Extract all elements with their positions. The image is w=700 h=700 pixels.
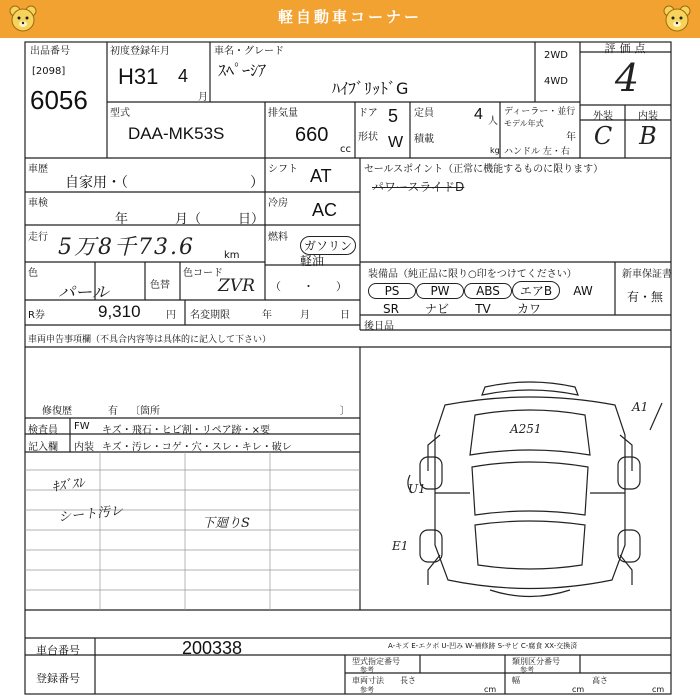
recycle-label: R券 (28, 310, 45, 321)
history-label: 車歴 (28, 164, 48, 175)
repair-close: 〕 (340, 406, 350, 417)
shape-value: W (388, 134, 404, 151)
model-year-label: モデル年式 (504, 119, 544, 128)
inspection-year: 年 (115, 212, 129, 227)
name-change-year: 年 (262, 310, 272, 321)
equipment-item: SR (383, 302, 399, 316)
inspection-day: 日） (238, 212, 265, 227)
equipment-item: ナビ (424, 302, 449, 316)
name-change-label: 名変期限 (190, 310, 230, 321)
size-ref: 参考 (360, 686, 374, 694)
repair-label: 修復歴 (42, 406, 72, 417)
size-width: 幅 (512, 676, 520, 685)
color-label: 色 (28, 268, 38, 279)
recycle-value: 9,310 (98, 302, 141, 321)
name-change-month: 月 (300, 310, 310, 321)
guarantee-label: 新車保証書 (622, 269, 672, 280)
report-label: 車両申告事項欄（不具合内容等は具体的に記入して下さい） (28, 335, 272, 345)
equipment-item: PW (416, 283, 464, 299)
color-swap-label: 色替 (150, 280, 170, 291)
recycle-unit: 円 (166, 310, 176, 321)
reg-month-unit: 月 (198, 92, 208, 103)
history-close: ） (250, 175, 264, 191)
sales-point-label: セールスポイント（正常に機能するものに限ります） (364, 164, 604, 175)
registration-label: 登録番号 (36, 672, 80, 685)
handle-label: ハンドル 左・右 (504, 147, 570, 157)
door-label: ドア (358, 108, 378, 119)
inspector-entry-label: 記入欄 (28, 442, 58, 453)
type-value: DAA-MK53S (128, 124, 225, 143)
car-name: ｽﾍﾟｰｼｱ (218, 61, 267, 80)
equipment-row-2 (368, 298, 613, 317)
ac-label: 冷房 (268, 198, 288, 209)
displacement-label: 排気量 (268, 108, 298, 119)
fuel-label: 燃料 (268, 232, 288, 243)
load-label: 積載 (414, 134, 434, 145)
type-label: 型式 (110, 108, 130, 119)
interior-grade: B (639, 122, 657, 150)
lot-sub: [2098] (32, 66, 66, 77)
drive-2wd: 2WD (544, 50, 568, 61)
reg-label: 初度登録年月 (110, 46, 170, 57)
header-title: 軽自動車コーナー (277, 8, 422, 26)
damage-mark-a1: A1 (632, 400, 649, 414)
seat-value: 4 (474, 106, 483, 123)
shape-label: 形状 (358, 132, 378, 143)
size-height: 高さ (592, 676, 608, 685)
year-unit: 年 (566, 132, 576, 143)
interior-label: 内装 (638, 111, 658, 122)
repair-value: 有 (108, 406, 118, 417)
seat-label: 定員 (414, 108, 434, 119)
inspection-label: 車検 (28, 198, 48, 209)
mileage-value: 5万8千73.6 (58, 235, 195, 260)
size-width-unit: cm (572, 685, 585, 694)
eval-label: 評価点 (604, 42, 650, 55)
note-underbody: 下廻りS (202, 516, 250, 531)
displacement-unit: cc (340, 144, 351, 155)
cert-label: 型式指定番号 (352, 657, 400, 666)
equipment-row-1 (368, 280, 613, 300)
interior-check-items: キズ・汚レ・コゲ・穴・スレ・キレ・破レ (102, 442, 292, 453)
mileage-label: 走行 (28, 232, 48, 243)
history-value: 自家用・（ (65, 175, 128, 191)
class-ref: 参考 (520, 666, 534, 674)
note-seat-stain: シート汚レ (57, 503, 124, 526)
equipment-item: PS (368, 283, 416, 299)
damage-mark-a251: A251 (510, 422, 542, 436)
size-label: 車両寸法 (352, 676, 384, 685)
car-label: 車名・グレード (214, 46, 284, 57)
guarantee-value: 有・無 (627, 290, 664, 304)
name-change-day: 日 (340, 310, 350, 321)
fw-items: キズ・飛石・ヒビ割・リペア跡・×要 (102, 425, 270, 436)
damage-mark-e1: E1 (392, 539, 409, 553)
shift-value: AT (310, 166, 332, 186)
dealer-label: ディーラー・並行 (504, 107, 576, 117)
lot-label: 出品番号 (30, 46, 70, 57)
ac-value: AC (312, 200, 338, 220)
eval-value: 4 (614, 56, 640, 100)
size-length: 長さ (400, 676, 416, 685)
exterior-label: 外装 (593, 111, 613, 122)
inspector-label: 検査員 (28, 425, 58, 436)
class-label: 類別区分番号 (512, 657, 560, 666)
damage-legend: A-キズ E-エクボ U-凹み W-補修跡 S-サビ C-腐食 XX-交換済 (388, 642, 578, 650)
size-length-unit: cm (484, 685, 497, 694)
lot-number: 6056 (30, 85, 88, 115)
interior-check-label: 内装 (74, 442, 94, 453)
load-unit: kg (490, 146, 500, 155)
inspection-month: 月（ (175, 212, 202, 227)
equipment-label: 装備品（純正品に限り○印をつけてください） (368, 269, 577, 280)
equipment-item: TV (475, 302, 491, 316)
equipment-item: ABS (464, 283, 512, 299)
exterior-grade: C (593, 122, 613, 150)
color-code-value: ZVR (218, 276, 255, 296)
door-value: 5 (388, 106, 399, 126)
car-grade: ﾊｲﾌﾞﾘｯﾄﾞG (332, 79, 409, 98)
equipment-item: カワ (516, 302, 541, 316)
color-value: パール (58, 283, 109, 303)
note-scratch: ｷｽﾞｽﾚ (51, 475, 86, 496)
chassis-label: 車台番号 (36, 644, 80, 657)
drive-4wd: 4WD (544, 76, 568, 87)
fuel-gas: ガソリン (300, 236, 356, 255)
reg-month: 4 (178, 66, 189, 86)
sales-point-note: パワースライドD (372, 180, 465, 194)
cert-ref: 参考 (360, 666, 374, 674)
repair-place: 〔箇所 (130, 406, 160, 417)
after-items-label: 後日品 (364, 321, 394, 332)
displacement-value: 660 (295, 124, 329, 146)
seat-unit: 人 (488, 116, 498, 127)
chassis-value: 200338 (182, 638, 243, 658)
shift-label: シフト (268, 164, 298, 175)
reg-era: H31 (118, 64, 159, 89)
size-height-unit: cm (652, 685, 665, 694)
equipment-item: エアB (512, 281, 560, 300)
mileage-unit: km (224, 250, 240, 261)
color-code-label: 色コード (183, 268, 223, 279)
fuel-diesel: 軽油 (300, 254, 325, 268)
fw-label: FW (74, 421, 90, 432)
equipment-item: AW (573, 284, 593, 298)
fuel-paren: （ ・ ） (270, 280, 347, 293)
damage-mark-u1: U1 (408, 482, 426, 496)
car-diagram (380, 375, 670, 610)
